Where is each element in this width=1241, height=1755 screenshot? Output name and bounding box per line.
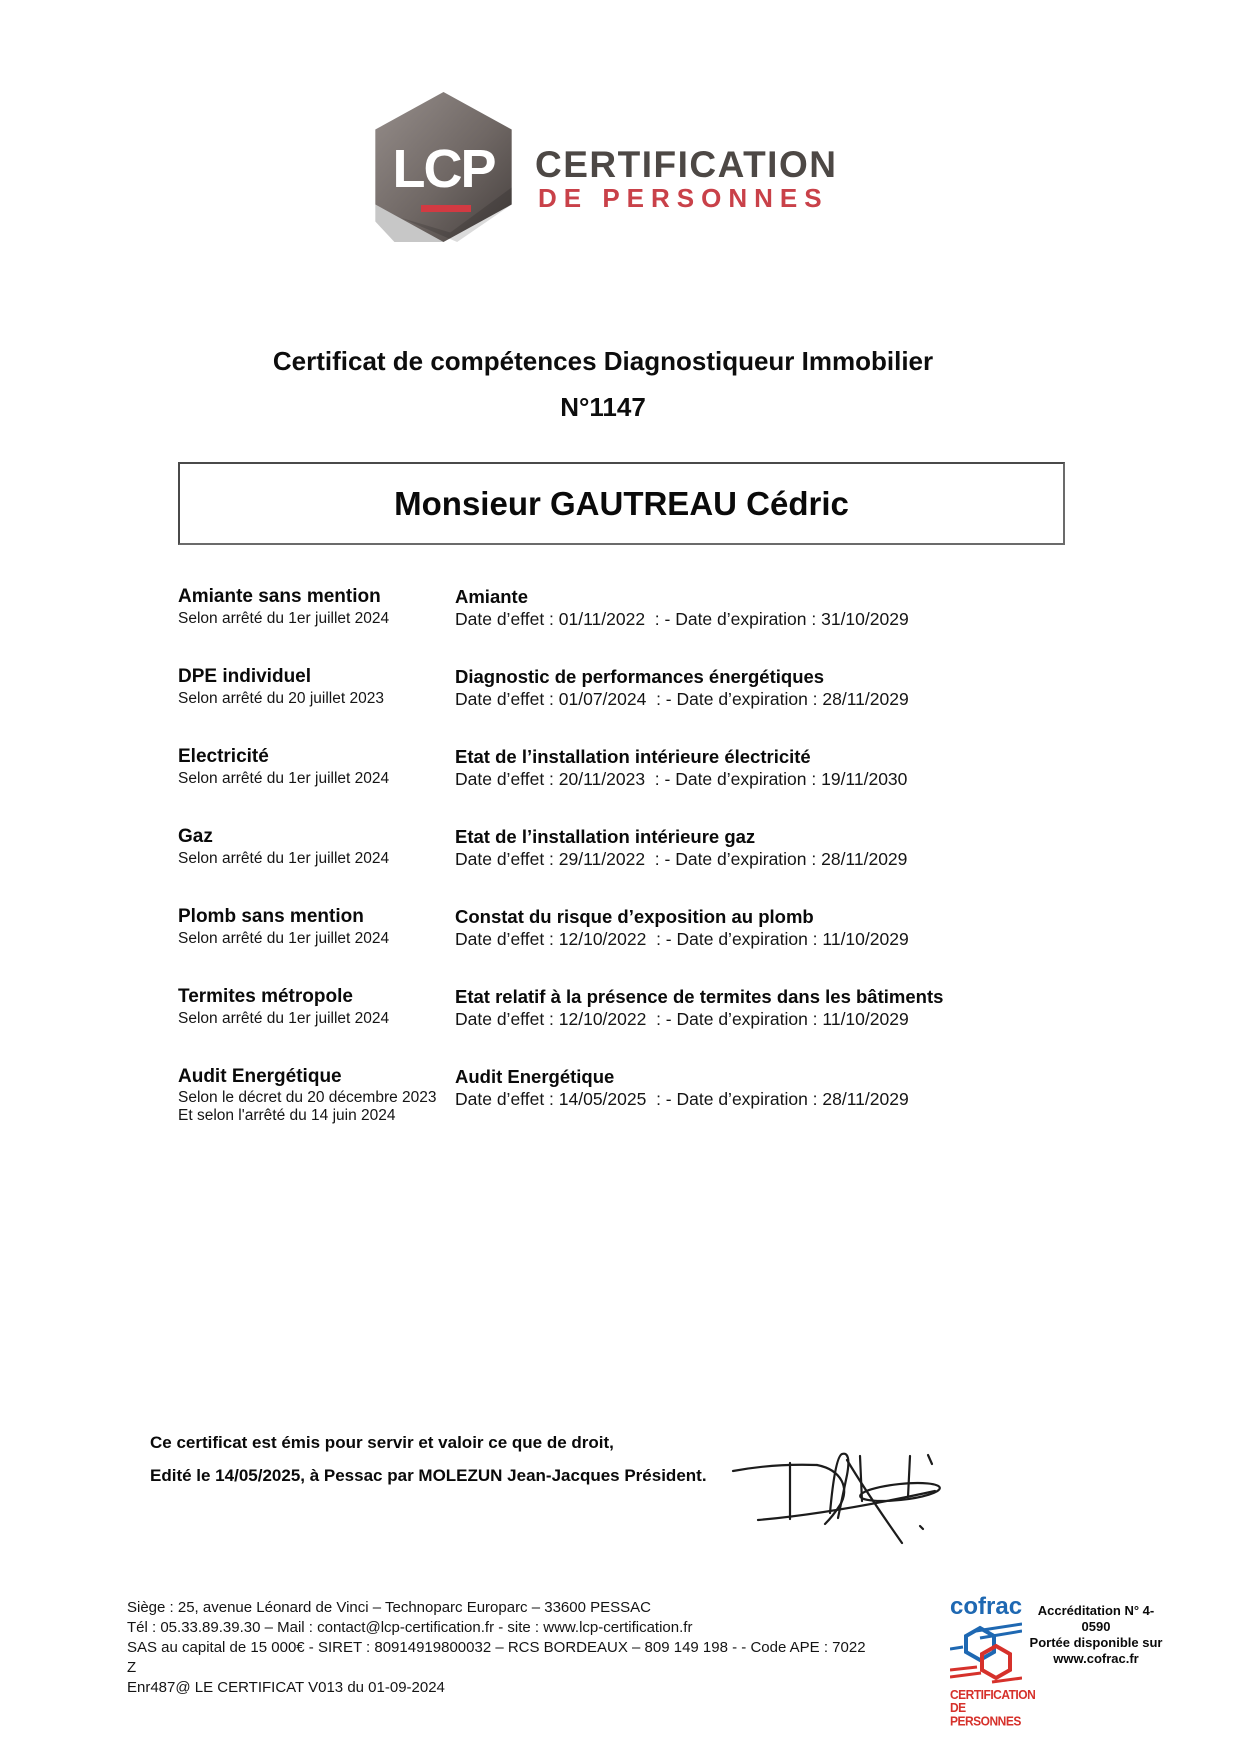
certification-name: Audit Energétique	[178, 1066, 342, 1087]
document-title: Certificat de compétences Diagnostiqueur Immobilier	[272, 346, 934, 376]
certification-title: Diagnostic de performances énergétiques	[455, 666, 825, 687]
closing-statement	[150, 1426, 707, 1492]
certification-title: Etat relatif à la présence de termites dans les bâtiments	[455, 986, 944, 1007]
closing-line-1: Ce certificat est émis pour servir et valoir ce que de droit,	[150, 1433, 614, 1452]
certification-name: DPE individuel	[178, 666, 312, 687]
certification-row	[178, 984, 1098, 1064]
certification-dates: Date d’effet : 29/11/2022 : - Date d’expiration : 28/11/2029	[455, 849, 908, 869]
accreditation-site: www.cofrac.fr	[1053, 1651, 1139, 1666]
certification-left	[178, 664, 455, 709]
certification-basis: Selon arrêté du 1er juillet 2024	[178, 610, 390, 627]
signature-icon	[690, 1433, 960, 1608]
cofrac-certification-text: CERTIFICATION	[950, 1687, 1036, 1703]
certification-title: Amiante	[455, 586, 528, 607]
footer-contact: Tél : 05.33.89.39.30 – Mail : contact@lcp-certification.fr - site : www.lcp-certification.fr	[127, 1619, 693, 1636]
certification-left	[178, 1064, 455, 1125]
certification-left	[178, 824, 455, 869]
president-signature	[690, 1433, 960, 1608]
certification-row	[178, 744, 1098, 824]
certification-right	[455, 664, 1098, 709]
certification-title: Audit Energétique	[455, 1066, 615, 1087]
certification-title: Etat de l’installation intérieure électricité	[455, 746, 811, 767]
certification-left	[178, 584, 455, 629]
certificate-number: N°1147	[560, 392, 646, 422]
certification-left	[178, 744, 455, 789]
certification-row	[178, 1064, 1098, 1144]
holder-name-box	[178, 462, 1065, 545]
accreditation-block	[1026, 1603, 1166, 1667]
certification-right	[455, 584, 1098, 629]
closing-line-2: Edité le 14/05/2025, à Pessac par MOLEZUN Jean-Jacques Président.	[150, 1466, 707, 1485]
footer-address: Siège : 25, avenue Léonard de Vinci – Technoparc Europarc – 33600 PESSAC	[127, 1599, 651, 1616]
certification-name: Gaz	[178, 826, 213, 847]
certification-basis: Selon le décret du 20 décembre 2023	[178, 1089, 437, 1106]
certification-right	[455, 824, 1098, 869]
lcp-logo	[375, 92, 512, 242]
accreditation-scope: Portée disponible sur	[1029, 1635, 1163, 1650]
certification-name: Electricité	[178, 746, 269, 767]
certification-dates: Date d’effet : 12/10/2022 : - Date d’expiration : 11/10/2029	[455, 929, 909, 949]
footer-block	[127, 1598, 867, 1698]
certification-right	[455, 984, 1098, 1029]
certification-basis2: Et selon l'arrêté du 14 juin 2024	[178, 1107, 396, 1124]
certification-right	[455, 1064, 1098, 1109]
certification-basis: Selon arrêté du 1er juillet 2024	[178, 850, 390, 867]
certifications-list	[178, 584, 1098, 1144]
certification-name: Plomb sans mention	[178, 906, 364, 927]
certification-basis: Selon arrêté du 1er juillet 2024	[178, 770, 390, 787]
certification-dates: Date d’effet : 01/07/2024 : - Date d’expiration : 28/11/2029	[455, 689, 909, 709]
cofrac-de-personnes-text: DE PERSONNES	[950, 1700, 1021, 1729]
lcp-acronym: LCP	[392, 139, 495, 199]
certification-dates: Date d’effet : 01/11/2022 : - Date d’expiration : 31/10/2029	[455, 609, 909, 629]
certification-dates: Date d’effet : 20/11/2023 : - Date d’expiration : 19/11/2030	[455, 769, 908, 789]
certification-dates: Date d’effet : 12/10/2022 : - Date d’expiration : 11/10/2029	[455, 1009, 909, 1029]
certification-left	[178, 904, 455, 949]
holder-name: Monsieur GAUTREAU Cédric	[394, 484, 849, 522]
certification-left	[178, 984, 455, 1029]
lcp-red-underline	[421, 205, 471, 212]
certification-name: Termites métropole	[178, 986, 353, 1007]
logo-de-personnes-text: DE PERSONNES	[538, 183, 829, 213]
footer-document: Enr487@ LE CERTIFICAT V013 du 01-09-2024	[127, 1679, 445, 1696]
footer-company: SAS au capital de 15 000€ - SIRET : 80914919800032 – RCS BORDEAUX – 809 149 198 - - Code APE : 7022 Z	[127, 1639, 866, 1676]
certification-basis: Selon arrêté du 1er juillet 2024	[178, 930, 390, 947]
certification-right	[455, 744, 1098, 789]
certification-row	[178, 664, 1098, 744]
cofrac-hexagons-icon	[950, 1622, 1022, 1684]
certification-row	[178, 584, 1098, 664]
certification-row	[178, 904, 1098, 984]
certification-basis: Selon arrêté du 1er juillet 2024	[178, 1010, 390, 1027]
certification-dates: Date d’effet : 14/05/2025 : - Date d’expiration : 28/11/2029	[455, 1089, 909, 1109]
certification-name: Amiante sans mention	[178, 586, 381, 607]
certification-basis: Selon arrêté du 20 juillet 2023	[178, 690, 384, 707]
logo-certification-text: CERTIFICATION	[535, 144, 838, 185]
cofrac-logo	[950, 1593, 1036, 1729]
accreditation-number: Accréditation N° 4-0590	[1037, 1603, 1155, 1634]
certification-row	[178, 824, 1098, 904]
certification-right	[455, 904, 1098, 949]
cofrac-wordmark: cofrac	[950, 1593, 1023, 1620]
certification-title: Etat de l’installation intérieure gaz	[455, 826, 756, 847]
certification-title: Constat du risque d’exposition au plomb	[455, 906, 814, 927]
